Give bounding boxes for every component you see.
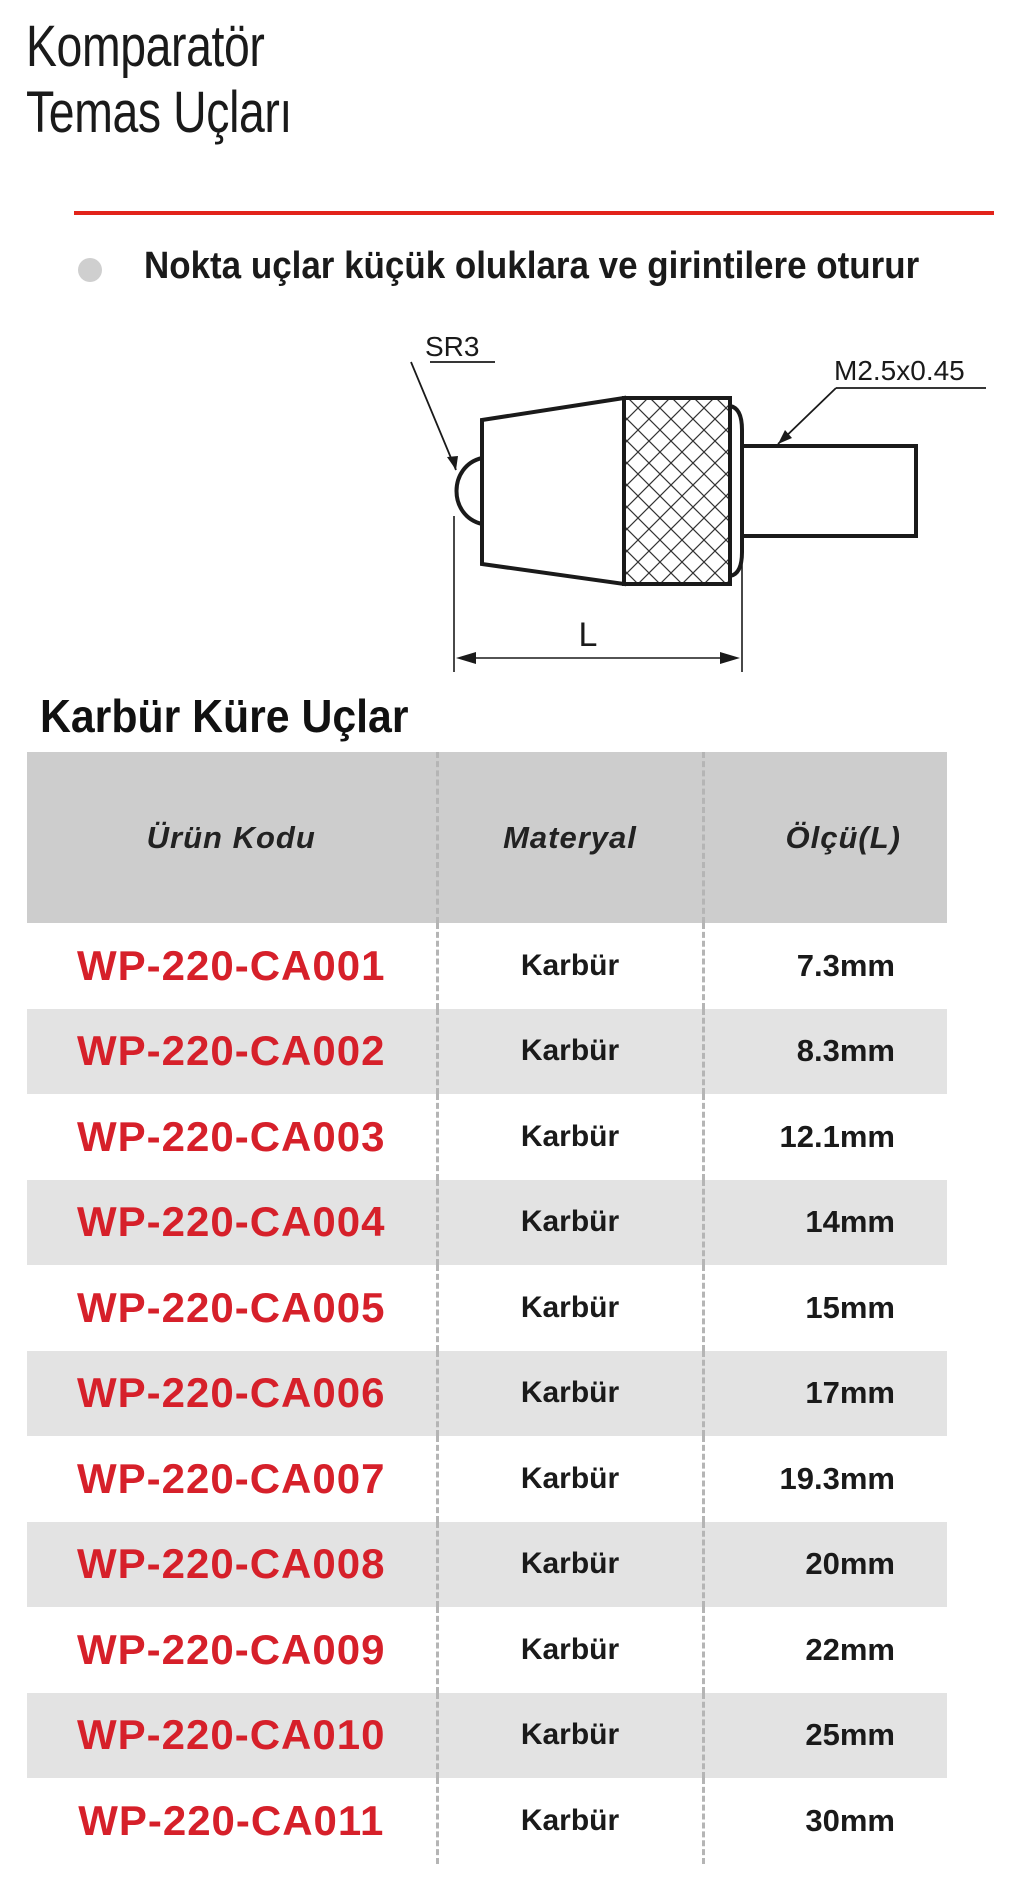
header-product-code: Ürün Kodu xyxy=(27,752,437,923)
product-code-cell: WP-220-CA010 xyxy=(27,1693,437,1779)
threaded-shank xyxy=(742,446,916,536)
knurled-grip xyxy=(624,398,730,584)
table-row xyxy=(27,1351,947,1437)
size-cell: 8.3mm xyxy=(703,1009,947,1095)
product-code-cell: WP-220-CA011 xyxy=(27,1778,437,1864)
product-table-container xyxy=(27,752,947,1864)
page-title xyxy=(26,14,292,146)
header-size: Ölçü(L) xyxy=(703,752,947,923)
size-cell: 19.3mm xyxy=(703,1436,947,1522)
product-code-cell: WP-220-CA002 xyxy=(27,1009,437,1095)
material-cell: Karbür xyxy=(437,1778,703,1864)
size-cell: 20mm xyxy=(703,1522,947,1608)
contact-point-diagram xyxy=(0,320,1024,680)
table-row xyxy=(27,1009,947,1095)
table-row xyxy=(27,1607,947,1693)
material-cell: Karbür xyxy=(437,923,703,1009)
table-row xyxy=(27,1778,947,1864)
size-cell: 17mm xyxy=(703,1351,947,1437)
size-cell: 25mm xyxy=(703,1693,947,1779)
length-label: L xyxy=(578,616,598,654)
table-row xyxy=(27,1094,947,1180)
product-code-cell: WP-220-CA007 xyxy=(27,1436,437,1522)
product-code-cell: WP-220-CA003 xyxy=(27,1094,437,1180)
material-cell: Karbür xyxy=(437,1094,703,1180)
material-cell: Karbür xyxy=(437,1607,703,1693)
material-cell: Karbür xyxy=(437,1180,703,1266)
size-cell: 30mm xyxy=(703,1778,947,1864)
product-code-cell: WP-220-CA006 xyxy=(27,1351,437,1437)
size-cell: 14mm xyxy=(703,1180,947,1266)
radius-label: SR3 xyxy=(425,331,480,362)
material-cell: Karbür xyxy=(437,1351,703,1437)
material-cell: Karbür xyxy=(437,1265,703,1351)
material-cell: Karbür xyxy=(437,1522,703,1608)
tapered-body xyxy=(482,398,624,584)
thread-label: M2.5x0.45 xyxy=(834,355,965,386)
size-cell: 15mm xyxy=(703,1265,947,1351)
size-cell: 7.3mm xyxy=(703,923,947,1009)
table-row xyxy=(27,1265,947,1351)
title-line-1: Komparatör xyxy=(26,14,265,79)
table-row xyxy=(27,1693,947,1779)
product-code-cell: WP-220-CA008 xyxy=(27,1522,437,1608)
ball-tip xyxy=(457,458,483,524)
table-row xyxy=(27,1436,947,1522)
table-header-row xyxy=(27,752,947,923)
product-code-cell: WP-220-CA004 xyxy=(27,1180,437,1266)
table-row xyxy=(27,1522,947,1608)
thread-leader xyxy=(778,388,986,444)
material-cell: Karbür xyxy=(437,1009,703,1095)
table-row xyxy=(27,923,947,1009)
feature-bullet-text: Nokta uçlar küçük oluklara ve girintilere oturur xyxy=(144,245,920,287)
section-title: Karbür Küre Uçlar xyxy=(40,690,409,742)
table-row xyxy=(27,1180,947,1266)
product-table xyxy=(27,752,947,1864)
red-divider xyxy=(74,211,994,215)
product-code-cell: WP-220-CA005 xyxy=(27,1265,437,1351)
title-line-2: Temas Uçları xyxy=(26,80,292,145)
size-cell: 22mm xyxy=(703,1607,947,1693)
size-cell: 12.1mm xyxy=(703,1094,947,1180)
header-material: Materyal xyxy=(437,752,703,923)
material-cell: Karbür xyxy=(437,1693,703,1779)
product-code-cell: WP-220-CA009 xyxy=(27,1607,437,1693)
bullet-dot-icon xyxy=(78,258,102,282)
product-code-cell: WP-220-CA001 xyxy=(27,923,437,1009)
material-cell: Karbür xyxy=(437,1436,703,1522)
